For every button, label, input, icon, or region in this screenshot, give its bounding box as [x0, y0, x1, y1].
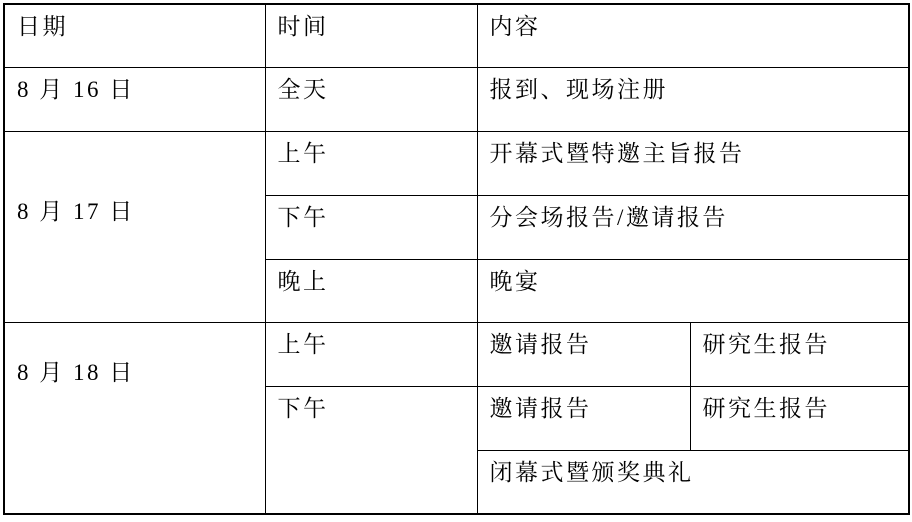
content-cell-aug18-morning-invited: 邀请报告 [477, 323, 690, 387]
time-cell-aug17-evening: 晚上 [265, 259, 477, 323]
date-cell-aug18: 8 月 18 日 [4, 323, 265, 514]
date-cell-aug16: 8 月 16 日 [4, 68, 265, 132]
content-cell-aug18-morning-graduate: 研究生报告 [690, 323, 909, 387]
header-time-cell: 时间 [265, 4, 477, 68]
content-cell-aug17-sessions: 分会场报告/邀请报告 [477, 195, 909, 259]
time-cell-aug18-afternoon: 下午 [265, 387, 477, 515]
header-row [4, 4, 909, 68]
content-cell-aug18-closing: 闭幕式暨颁奖典礼 [477, 450, 909, 514]
row-aug18-morning [4, 323, 909, 387]
row-aug17-morning [4, 132, 909, 196]
content-cell-aug18-afternoon-graduate: 研究生报告 [690, 387, 909, 451]
document-page [0, 3, 912, 522]
content-cell-aug18-afternoon-invited: 邀请报告 [477, 387, 690, 451]
row-aug16-allday [4, 68, 909, 132]
content-cell-aug17-banquet: 晚宴 [477, 259, 909, 323]
content-cell-aug16-registration: 报到、现场注册 [477, 68, 909, 132]
header-date-cell: 日期 [4, 4, 265, 68]
time-cell-aug18-morning: 上午 [265, 323, 477, 387]
time-cell-aug17-morning: 上午 [265, 132, 477, 196]
time-cell-aug16-allday: 全天 [265, 68, 477, 132]
time-cell-aug17-afternoon: 下午 [265, 195, 477, 259]
content-cell-aug17-opening: 开幕式暨特邀主旨报告 [477, 132, 909, 196]
date-cell-aug17: 8 月 17 日 [4, 132, 265, 323]
header-content-cell: 内容 [477, 4, 909, 68]
schedule-table [3, 3, 910, 515]
